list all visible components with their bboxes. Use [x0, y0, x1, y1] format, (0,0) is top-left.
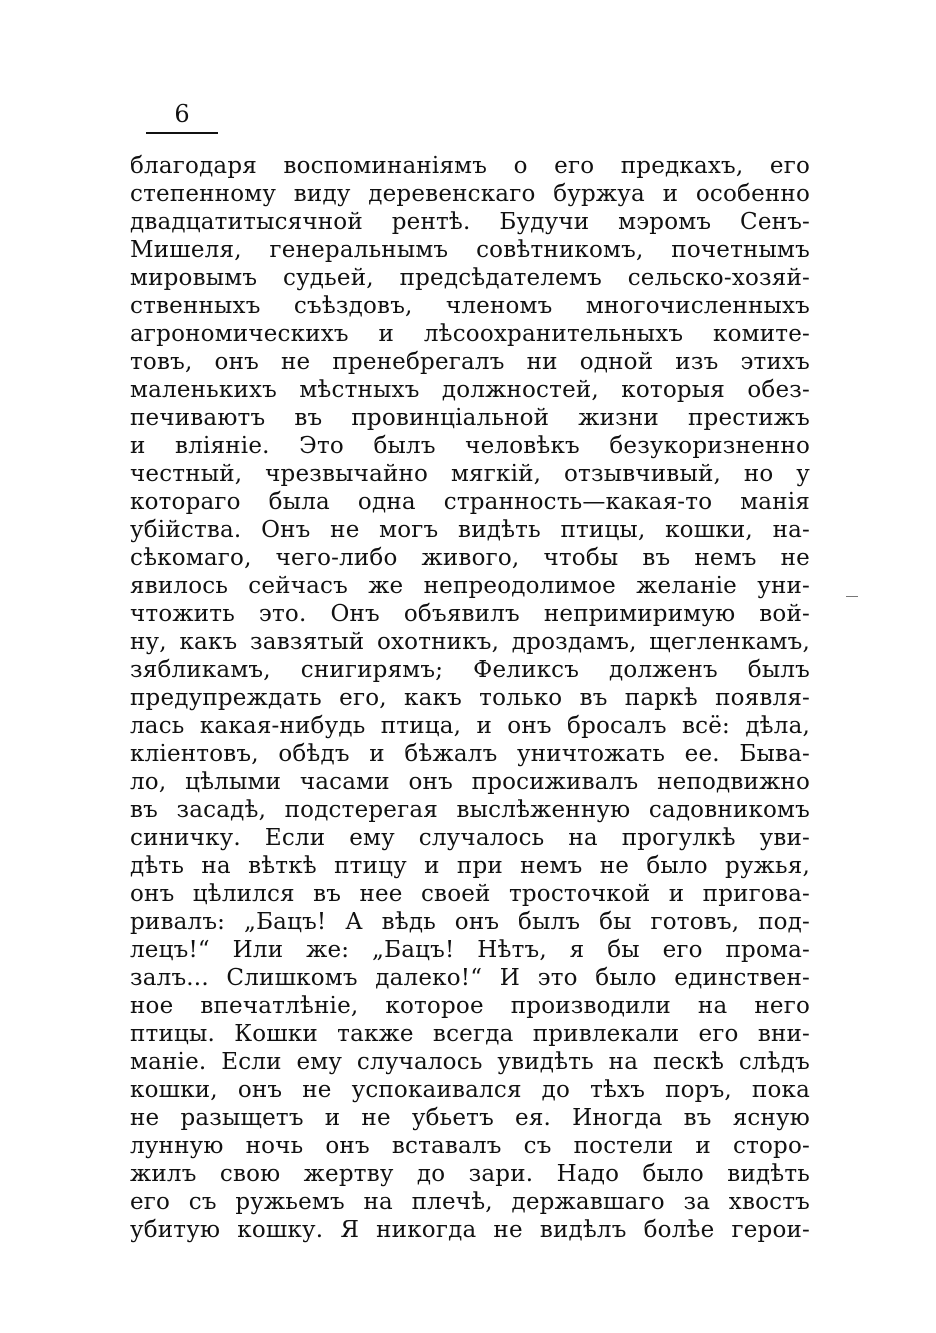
- text-line: мировымъ судьей, предсѣдателемъ сельско-хозяй-: [130, 265, 810, 291]
- text-line: явилось сейчасъ же непреодолимое желаніе уни-: [130, 573, 810, 599]
- margin-mark: [846, 596, 858, 597]
- text-line: сѣкомаго, чего-либо живого, чтобы въ немъ не: [130, 545, 810, 571]
- text-line: убійства. Онъ не могъ видѣть птицы, кошки, на-: [130, 517, 810, 543]
- text-line: убитую кошку. Я никогда не видѣлъ болѣе герои-: [130, 1217, 810, 1243]
- text-line: чтожить это. Онъ объявилъ непримиримую вой-: [130, 601, 810, 627]
- text-line: ное впечатлѣніе, которое производили на него: [130, 993, 810, 1019]
- text-line: залъ... Слишкомъ далеко!“ И это было единствен-: [130, 965, 810, 991]
- text-line: кліентовъ, обѣдъ и бѣжалъ уничтожать ее. Быва-: [130, 741, 810, 767]
- text-line: и вліяніе. Это былъ человѣкъ безукоризненно: [130, 433, 810, 459]
- text-line: зябликамъ, снигирямъ; Феликсъ долженъ былъ: [130, 657, 810, 683]
- text-line: печиваютъ въ провинціальной жизни престижъ: [130, 405, 810, 431]
- text-line: ственныхъ съѣздовъ, членомъ многочисленныхъ: [130, 293, 810, 319]
- text-line: лунную ночь онъ вставалъ съ постели и сторо-: [130, 1133, 810, 1159]
- text-line: ривалъ: „Бацъ! А вѣдь онъ былъ бы готовъ, под-: [130, 909, 810, 935]
- text-line: въ засадѣ, подстерегая выслѣженную садовникомъ: [130, 797, 810, 823]
- text-line: ну, какъ завзятый охотникъ, дроздамъ, щегленкамъ,: [130, 629, 810, 655]
- text-line: товъ, онъ не пренебрегалъ ни одной изъ этихъ: [130, 349, 810, 375]
- text-line: предупреждать его, какъ только въ паркѣ появля-: [130, 685, 810, 711]
- text-line: лецъ!“ Или же: „Бацъ! Нѣтъ, я бы его прома-: [130, 937, 810, 963]
- text-line: агрономическихъ и лѣсоохранительныхъ комите-: [130, 321, 810, 347]
- body-text: [130, 152, 810, 1244]
- text-line: степенному виду деревенскаго буржуа и особенно: [130, 181, 810, 207]
- text-line: жилъ свою жертву до зари. Надо было видѣть: [130, 1161, 810, 1187]
- text-line: котораго была одна странность—какая-то манія: [130, 489, 810, 515]
- text-line: двадцатитысячной рентѣ. Будучи мэромъ Сенъ-: [130, 209, 810, 235]
- text-line: дѣть на вѣткѣ птицу и при немъ не было ружья,: [130, 853, 810, 879]
- text-line: Мишеля, генеральнымъ совѣтникомъ, почетнымъ: [130, 237, 810, 263]
- page-number: 6: [174, 100, 190, 128]
- text-line: кошки, онъ не успокаивался до тѣхъ поръ, пока: [130, 1077, 810, 1103]
- text-line: онъ цѣлился въ нее своей тросточкой и пригова-: [130, 881, 810, 907]
- text-line: его съ ружьемъ на плечѣ, державшаго за хвостъ: [130, 1189, 810, 1215]
- text-line: маленькихъ мѣстныхъ должностей, которыя обез-: [130, 377, 810, 403]
- text-line: благодаря воспоминаніямъ о его предкахъ, его: [130, 153, 810, 179]
- page-number-rule: [146, 132, 218, 134]
- text-line: лась какая-нибудь птица, и онъ бросалъ всё: дѣла,: [130, 713, 810, 739]
- text-line: птицы. Кошки также всегда привлекали его вни-: [130, 1021, 810, 1047]
- text-line: ло, цѣлыми часами онъ просиживалъ неподвижно: [130, 769, 810, 795]
- text-line: маніе. Если ему случалось увидѣть на пескѣ слѣдъ: [130, 1049, 810, 1075]
- text-line: не разыщетъ и не убьетъ ея. Иногда въ ясную: [130, 1105, 810, 1131]
- text-line: синичку. Если ему случалось на прогулкѣ уви-: [130, 825, 810, 851]
- text-line: честный, чрезвычайно мягкій, отзывчивый, но у: [130, 461, 810, 487]
